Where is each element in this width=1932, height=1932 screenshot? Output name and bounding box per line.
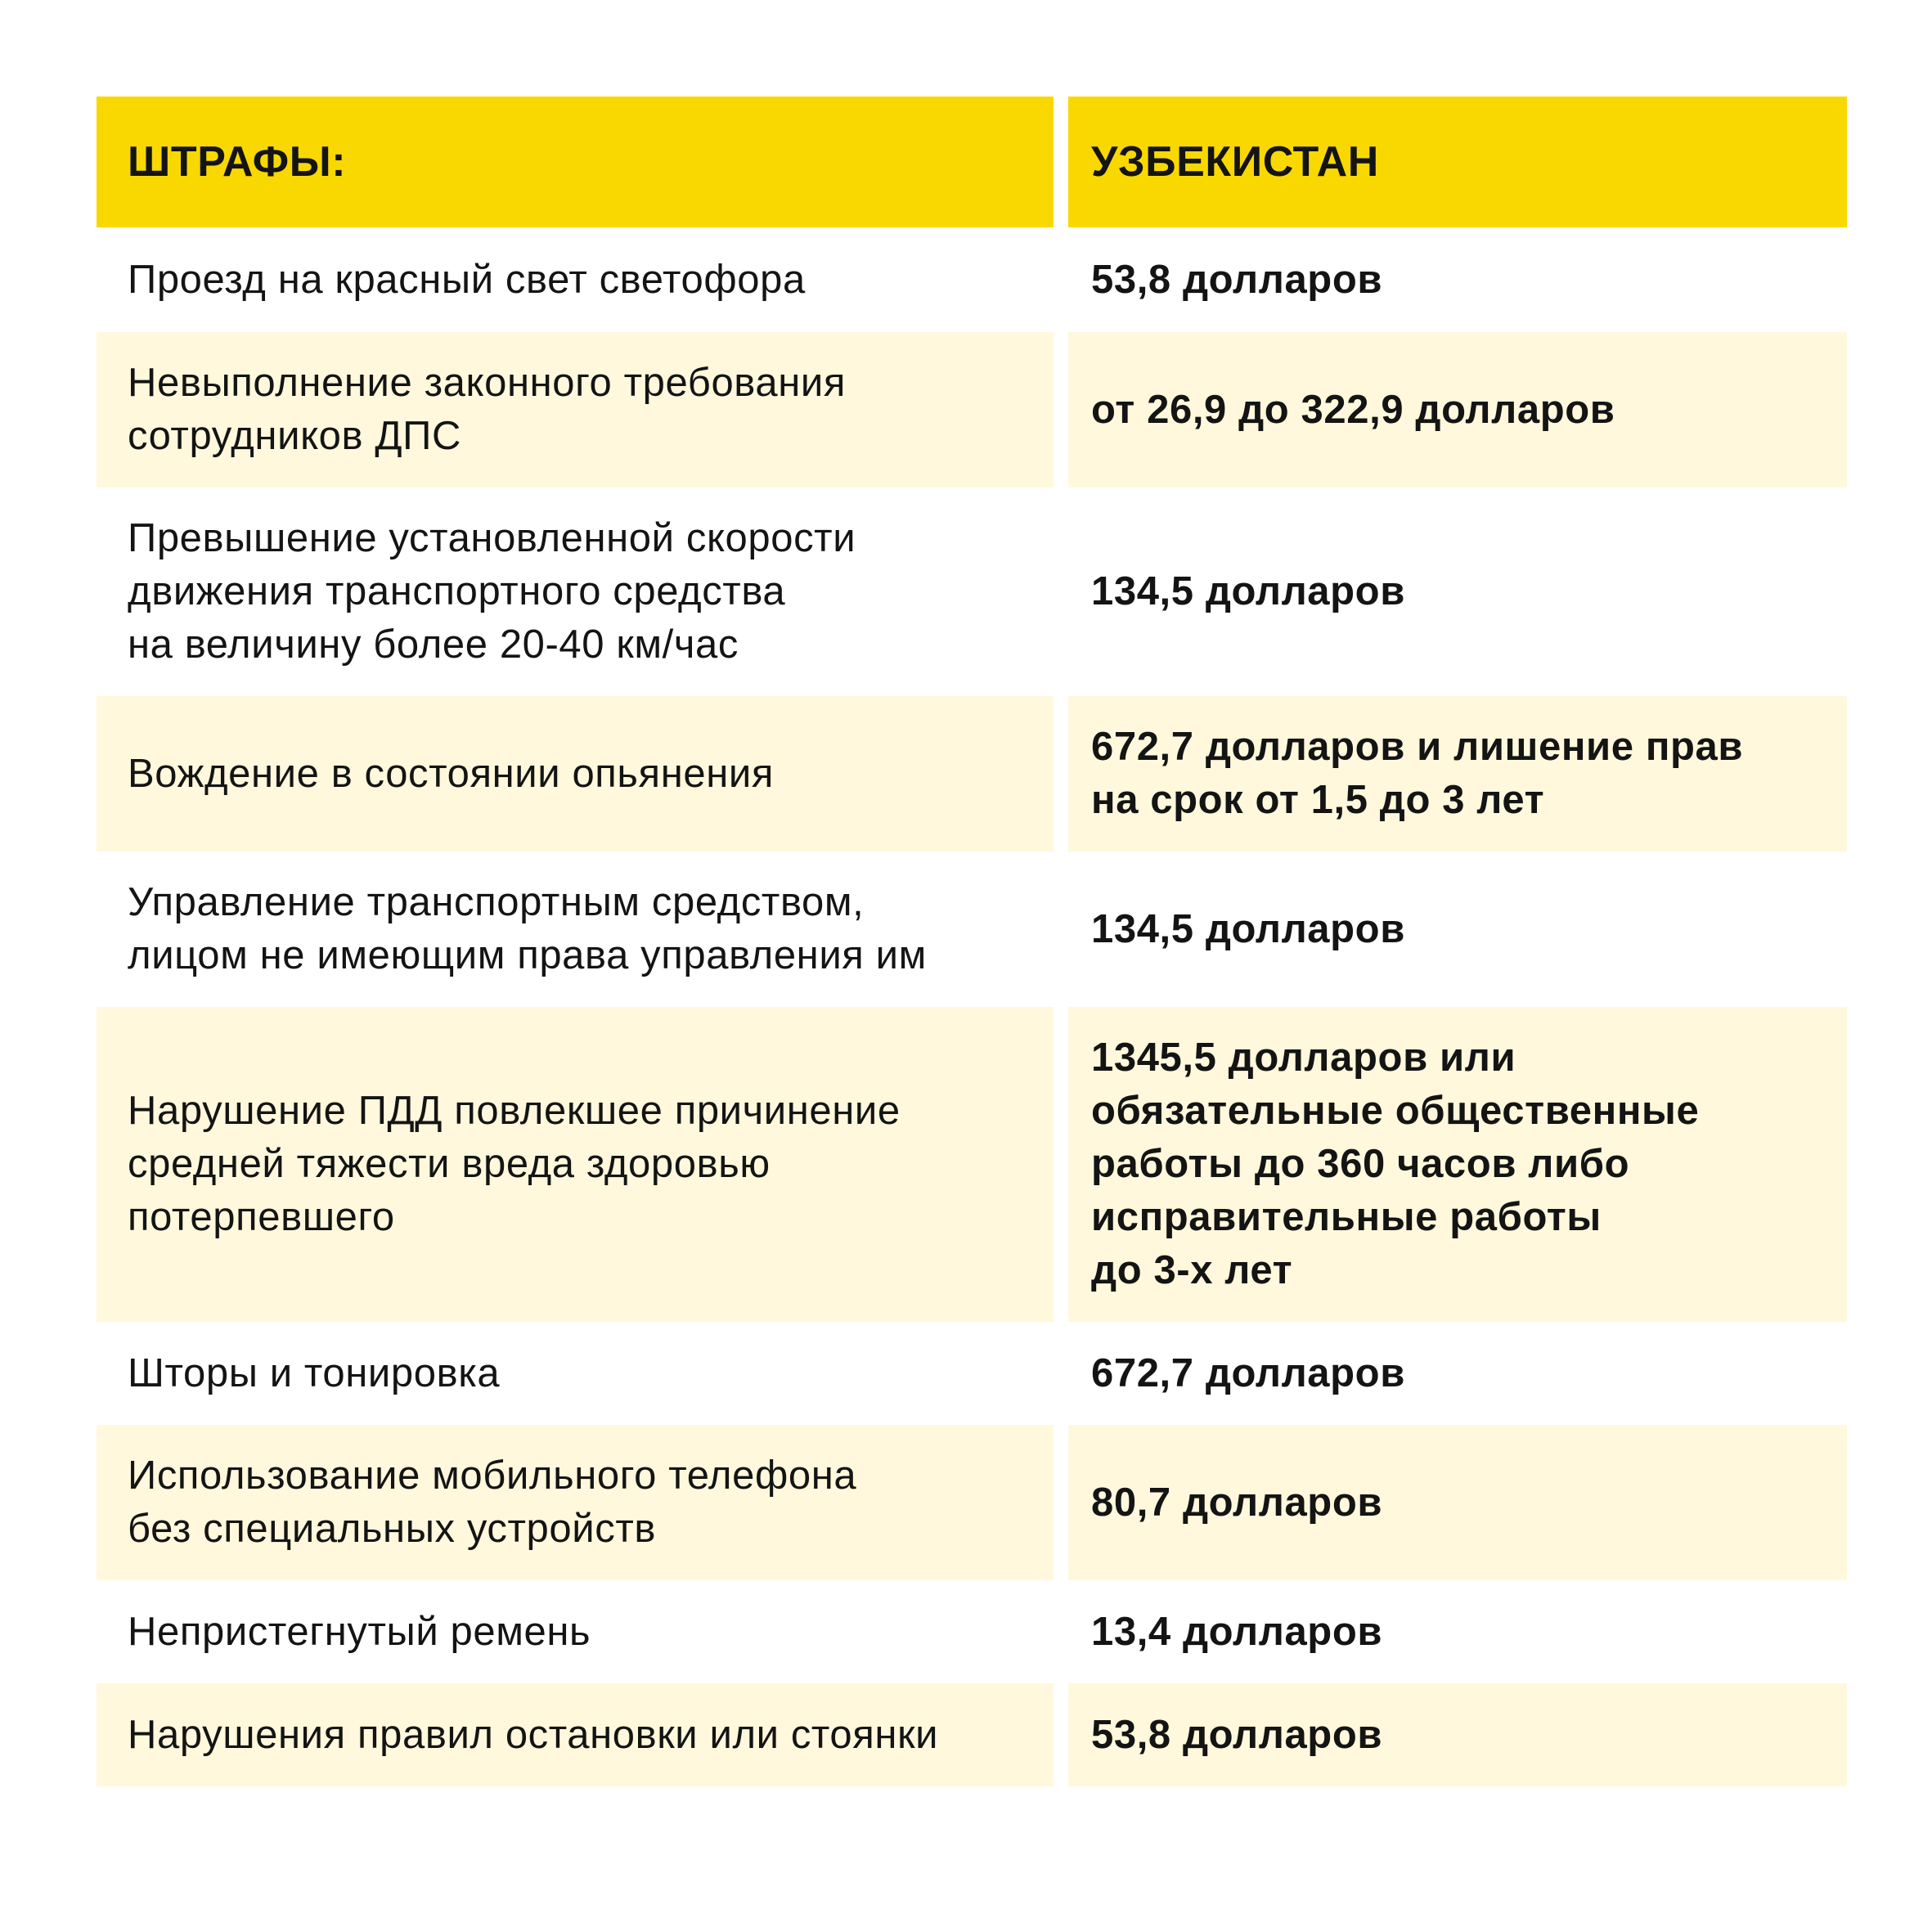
penalty-cell — [1068, 487, 1847, 696]
header-country-label: УЗБЕКИСТАН — [1091, 137, 1379, 186]
penalty-cell — [1068, 696, 1847, 851]
penalty-text: 13,4 долларов — [1091, 1609, 1383, 1654]
violation-text: Проезд на красный свет светофора — [128, 257, 806, 302]
header-country — [1068, 97, 1847, 227]
violation-cell — [97, 1683, 1054, 1786]
violation-text: Вождение в состоянии опьянения — [128, 751, 774, 796]
penalty-text: 53,8 долларов — [1091, 257, 1383, 302]
penalty-cell — [1068, 1580, 1847, 1683]
penalty-text: 1345,5 долларов или обязательные общественные работы до 360 часов либо исправительные работы до 3-х лет — [1091, 1036, 1700, 1292]
table-row — [97, 1580, 1847, 1683]
violation-text: Нарушение ПДД повлекшее причинение средней тяжести вреда здоровью потерпевшего — [128, 1089, 901, 1239]
penalty-cell — [1068, 1683, 1847, 1786]
table-row — [97, 1322, 1847, 1425]
penalty-text: 134,5 долларов — [1091, 906, 1405, 951]
violation-cell — [97, 851, 1054, 1007]
table-row — [97, 487, 1847, 696]
violation-cell — [97, 487, 1054, 696]
penalty-cell — [1068, 227, 1847, 332]
penalty-text: 672,7 долларов — [1091, 1350, 1405, 1395]
violation-cell — [97, 1580, 1054, 1683]
table-row — [97, 227, 1847, 332]
violation-cell — [97, 1425, 1054, 1580]
penalty-cell — [1068, 1322, 1847, 1425]
fines-table — [97, 97, 1847, 1786]
violation-cell — [97, 1007, 1054, 1322]
violation-text: Невыполнение законного требования сотрудников ДПС — [128, 361, 846, 458]
table-row — [97, 332, 1847, 487]
table-row — [97, 1425, 1847, 1580]
violation-text: Превышение установленной скорости движения транспортного средства на величину более 20-40 км/час — [128, 516, 856, 667]
penalty-text: 80,7 долларов — [1091, 1480, 1383, 1525]
penalty-cell — [1068, 1007, 1847, 1322]
violation-cell — [97, 1322, 1054, 1425]
table-row — [97, 1683, 1847, 1786]
penalty-cell — [1068, 332, 1847, 487]
header-fines-label: ШТРАФЫ: — [128, 137, 347, 186]
penalty-text: 134,5 долларов — [1091, 569, 1405, 613]
table-row — [97, 851, 1847, 1007]
violation-text: Нарушения правил остановки или стоянки — [128, 1712, 939, 1757]
violation-text: Использование мобильного телефона без специальных устройств — [128, 1453, 857, 1551]
penalty-cell — [1068, 851, 1847, 1007]
penalty-cell — [1068, 1425, 1847, 1580]
header-fines — [97, 97, 1054, 227]
violation-cell — [97, 696, 1054, 851]
table-row — [97, 1007, 1847, 1322]
violation-text: Шторы и тонировка — [128, 1350, 501, 1395]
violation-cell — [97, 227, 1054, 332]
table-row — [97, 696, 1847, 851]
penalty-text: 53,8 долларов — [1091, 1712, 1383, 1757]
violation-text: Непристегнутый ремень — [128, 1609, 591, 1654]
penalty-text: 672,7 долларов и лишение прав на срок от 1,5 до 3 лет — [1091, 725, 1744, 822]
table-header — [97, 97, 1847, 227]
penalty-text: от 26,9 до 322,9 долларов — [1091, 387, 1615, 432]
violation-cell — [97, 332, 1054, 487]
violation-text: Управление транспортным средством, лицом не имеющим права управления им — [128, 880, 927, 977]
